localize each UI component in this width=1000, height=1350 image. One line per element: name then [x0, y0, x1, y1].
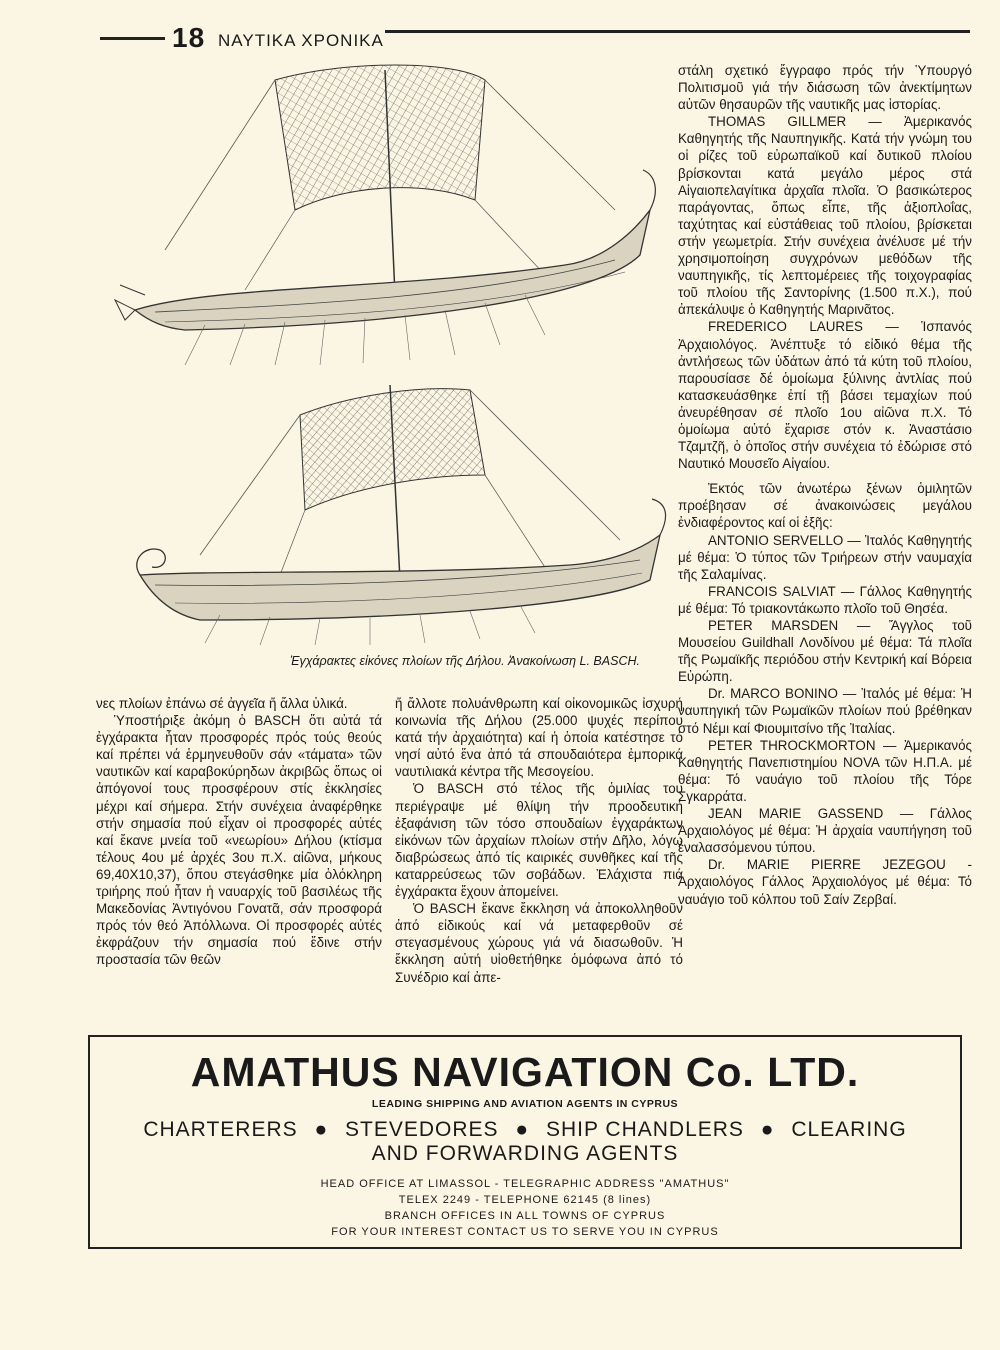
figure-caption: Ἐγχάρακτες εἰκόνες πλοίων τῆς Δήλου. Ἀνακοίνωση L. BASCH.	[290, 654, 640, 668]
paragraph: Dr. MARIE PIERRE JEZEGOU - Ἀρχαιολόγος Γάλλος Ἀρχαιολόγος μέ θέμα: Τό ναυάγιο τοῦ κόλπου τοῦ Σαίν Ζερβαί.	[678, 857, 972, 907]
paragraph: THOMAS GILLMER — Ἀμερικανός Καθηγητής τῆς Ναυπηγικῆς. Κατά τήν γνώμη του οἱ ρίζες τοῦ εὐρωπαϊκοῦ καί δυτικοῦ πλοίου βρίσκονται κατά μεγάλο μέρος στά Αἰγαιοπελαγίτικα ἀρχαῖα πλοῖα. Ὁ βασικώτερος παράγοντας, ὅπως εἶπε, τῆς ἀξιοπλοΐας, ταχύτητας καί εὐστάθειας τοῦ πλοίου, βρίσκεται στήν γεωμετρία. Στήν συνέχεια ἀνέλυσε μέ τήν χρησιμοποίηση συγχρόνων μεθόδων τῆς ναυπηγικῆς, τίς λεπτομέρειες τῆς τοιχογραφίας τοῦ πλοίου τῆς Σαντορίνης (1.500 π.Χ.), πού ἀπεκάλυψε ὁ Καθηγητής Μαρινᾶτος.	[678, 114, 972, 318]
paragraph: JEAN MARIE GASSEND — Γάλλος Ἀρχαιολόγος μέ θέμα: Ἡ ἀρχαία ναυπήγηση τοῦ ἐναλασσόμενου τύπου.	[678, 806, 972, 856]
paragraph: PETER MARSDEN — Ἄγγλος τοῦ Μουσείου Guildhall Λονδίνου μέ θέμα: Τά πλοῖα τῆς Ρωμαϊκῆς περιόδου στήν Κεντρική καί Βόρεια Εὐρώπη.	[678, 618, 972, 685]
ad-branches: BRANCH OFFICES IN ALL TOWNS OF CYPRUS	[384, 1210, 666, 1222]
bullet-icon: ●	[515, 1118, 530, 1141]
ad-service: CHARTERERS	[143, 1118, 298, 1141]
paragraph: PETER THROCKMORTON — Ἀμερικανός Καθηγητής Πανεπιστημίου NOVA τῶν Η.Π.Α. μέ θέμα: Τό ναυάγιο τοῦ πλοίου τῆς Τόρε Σγκαρράτα.	[678, 737, 972, 804]
ad-service: CLEARING	[791, 1118, 907, 1141]
ad-title: AMATHUS NAVIGATION Co. LTD.	[190, 1049, 860, 1095]
article-column-middle	[395, 695, 683, 986]
ship-sketch-top-icon	[95, 60, 675, 380]
ship-sketch-bottom-icon	[90, 375, 680, 650]
ad-services	[90, 1118, 960, 1166]
paragraph: Ὁ BASCH ἔκανε ἔκκληση νά ἀποκολληθοῦν ἀπό εἰδικούς καί νά μεταφερθοῦν σέ στεγασμένους χώρους γιά νά διασωθοῦν. Ἡ ἔκκληση αὐτή υἱοθετήθηκε ὁμόφωνα ἀπό τό Συνέδριο καί ἀπε-	[395, 901, 683, 985]
ad-service: SHIP CHANDLERS	[545, 1118, 744, 1141]
ship-sketch-bottom	[90, 375, 680, 650]
bullet-icon: ●	[314, 1118, 329, 1141]
bullet-icon: ●	[760, 1118, 775, 1141]
ad-services-line-1	[90, 1118, 960, 1142]
paragraph: ANTONIO SERVELLO — Ἰταλός Καθηγητής μέ θέμα: Ὁ τύπος τῶν Τριήρεων στήν ναυμαχία τῆς Σαλαμίνας.	[678, 532, 972, 582]
paragraph: Ἐκτός τῶν ἀνωτέρω ξένων ὁμιλητῶν προέβησαν σέ ἀνακοινώσεις μεγάλου ἐνδιαφέροντος καί οἱ ἑξῆς:	[678, 481, 972, 531]
advertisement-box	[88, 1035, 962, 1249]
paragraph: Ὁ BASCH στό τέλος τῆς ὁμιλίας του περιέγραψε μέ θλίψη τήν προοδευτική ἐξαφάνιση τῶν τόσο σπουδαίων ἐγχαράκτων εἰκόνων τῶν ἀρχαίων πλοίων στήν Δῆλο, λόγω διαβρώσεως ἀπό τίς καιρικές συνθῆκες καί τῆς καταρρεύσεως τῶν σοβάδων. Ἐλάχιστα πιά ἐγχάρακτα ἔχουν ἀπομείνει.	[395, 781, 683, 900]
ad-services-line-2: AND FORWARDING AGENTS	[371, 1142, 679, 1165]
ad-contact-block	[90, 1176, 960, 1240]
paragraph: ἤ ἄλλοτε πολυάνθρωπη καί οἰκονομικῶς ἰσχυρή κοινωνία τῆς Δήλου (25.000 ψυχές περίπου κατά τήν ἀρχαιότητα) καί ἡ ὁποία κατέστησε τό νησί αὐτό ἕνα ἀπό τά σπουδαιότερα ἐμπορικά ναυτιλιακά κέντρα τῆς Μεσογείου.	[395, 696, 683, 780]
article-column-left	[96, 695, 382, 969]
paragraph: Ὑποστήριξε ἀκόμη ὁ BASCH ὅτι αὐτά τά ἐγχάρακτα ἦταν προσφορές πρός τούς θεούς καί πρέπει νά ἑρμηνευθοῦν σάν «τάματα» τῶν ναυτικῶν καί καραβοκύρηδων ἀκριβῶς ὅπως οἱ ἀπόγονοί τους προσφέρουν στίς ἐκκλησίες μέχρι καί σήμερα. Στήν συνέχεια ἀναφέρθηκε στήν σημασία πού εἶχαν οἱ προσφορές αὐτές καί ἔκανε μνεία τοῦ «νεωρίου» Δήλου (κτίσμα τέλους 4ου μέ ἀρχές 3ου π.Χ. αἰῶνα, μήκους 69,40Χ10,37), ὅπου στεγάσθηκε μία ὁλόκληρη τριήρης πού ἦταν ἡ ναυαρχίς τοῦ βασιλέως τῆς Μακεδονίας Ἀντιγόνου Γονατᾶ, σάν προσφορά πρός τόν θεό Ἀπόλλωνα. Οἱ προσφορές αὐτές ἐκφράζουν τήν σημασία πού ἔδινε στήν προστασία τῶν θεῶν	[96, 713, 382, 968]
header-rule-right	[385, 30, 970, 33]
ship-sketch-top	[95, 60, 675, 380]
ad-subtitle: LEADING SHIPPING AND AVIATION AGENTS IN CYPRUS	[371, 1098, 679, 1110]
magazine-title: ΝΑΥΤΙΚΑ ΧΡΟΝΙΚΑ	[218, 31, 384, 50]
article-column-right	[678, 62, 972, 908]
paragraph: FRANCOIS SALVIAT — Γάλλος Καθηγητής μέ θέμα: Τό τριακοντάκωπο πλοῖο τοῦ Θησέα.	[678, 583, 972, 616]
paragraph: FREDERICO LAURES — Ἱσπανός Ἀρχαιολόγος. Ἀνέπτυξε τό εἰδικό θέμα τῆς ἀντλήσεως τῶν ὑδάτων ἀπό τά κύτη τοῦ πλοίου, παρουσίασε δέ ὁμοίωμα ξύλινης ἀντλίας πού κατασκευάσθηκε ἐπί τῇ βάσει τεμαχίων πού ἀνευρέθησαν σέ πλοῖο 1ου αἰῶνα π.Χ. Τό ὁμοίωμα αὐτό ἔχαρισε στόν κ. Ἀναστάσιο Τζαμτζῆ, ὁ ὁποῖος στήν συνέχεια τό ἐδώρισε στό Ναυτικό Μουσεῖο Αἰγαίου.	[678, 319, 972, 472]
header-rule-left	[100, 37, 165, 40]
ad-contact: FOR YOUR INTEREST CONTACT US TO SERVE YOU IN CYPRUS	[331, 1226, 719, 1238]
ad-telex: TELEX 2249 - TELEPHONE 62145 (8 lines)	[398, 1194, 652, 1206]
paragraph: νες πλοίων ἐπάνω σέ ἀγγεῖα ἤ ἄλλα ὑλικά.	[96, 696, 348, 711]
ad-head-office: HEAD OFFICE AT LIMASSOL - TELEGRAPHIC ADDRESS "AMATHUS"	[320, 1178, 730, 1190]
ad-service: STEVEDORES	[345, 1118, 499, 1141]
paragraph: στάλη σχετικό ἔγγραφο πρός τήν Ὑπουργό Πολιτισμοῦ γιά τήν διάσωση τῶν ἀνεκτίμητων αὐτῶν θησαυρῶν τῆς ναυτικῆς μας ἱστορίας.	[678, 63, 972, 113]
paragraph: Dr. MARCO BONINO — Ἰταλός μέ θέμα: Ἡ ναυπηγική τῶν Ρωμαϊκῶν πλοίων πού βρέθηκαν στό Νέμι καί Φιουμιτσίνο τῆς Ἰταλίας.	[678, 686, 972, 736]
page-number: 18	[172, 22, 206, 53]
